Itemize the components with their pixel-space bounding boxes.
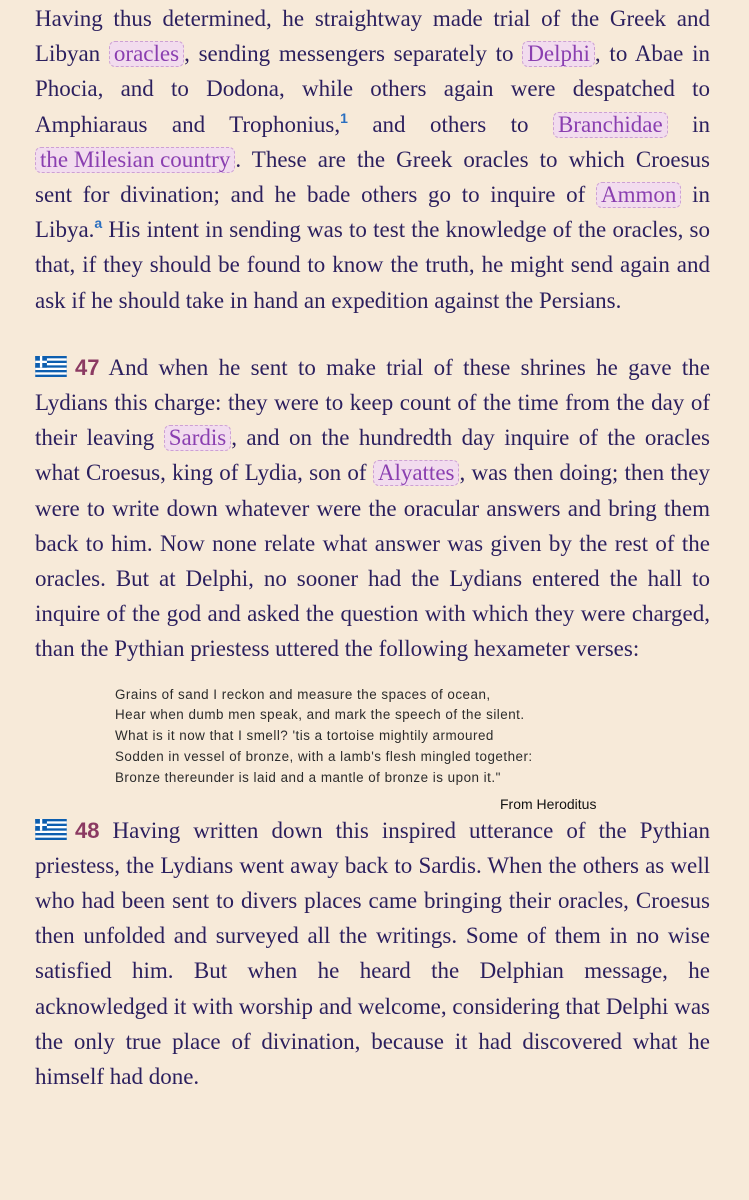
text-run: . These are the Greek oracles to which Croesus sent for divination; and he bade others go to inquire of: [35, 146, 710, 208]
greek-flag-icon[interactable]: [35, 356, 67, 377]
text-run: His intent in sending was to test the knowledge of the oracles, so that, if they should be found to know the truth, he might send again and ask if he should take in hand an expedition against the Persians.: [35, 217, 710, 313]
oracle-verse: [115, 685, 710, 789]
verse-line: Grains of sand I reckon and measure the spaces of ocean,: [115, 686, 491, 702]
link-delphi[interactable]: Delphi: [522, 41, 595, 67]
footnote-a-link[interactable]: a: [94, 215, 103, 232]
verse-line: Hear when dumb men speak, and mark the speech of the silent.: [115, 707, 525, 723]
text-run: in: [667, 111, 710, 137]
text-run: , was then doing; then they were to write down whatever were the oracular answers and bring them back to him. Now none relate what answer was given by the rest of the oracles. But at Delphi, no sooner had the Lydians entered the hall to inquire of the god and asked the question with which they were charged, than the Pythian priestess uttered the following hexameter verses:: [35, 460, 710, 662]
section-number: 48: [75, 817, 100, 843]
verse-source: From Heroditus: [500, 795, 597, 812]
paragraph-oracles-trial: [35, 0, 710, 318]
text-run: and others to: [347, 111, 553, 137]
link-branchidae[interactable]: Branchidae: [553, 112, 668, 138]
link-alyattes[interactable]: Alyattes: [373, 460, 460, 486]
text-run: , sending messengers separately to: [184, 41, 523, 67]
verse-line: Sodden in vessel of bronze, with a lamb's flesh mingled together:: [115, 749, 533, 765]
section-47-paragraph: [35, 350, 710, 667]
text-run: And when he sent to make trial of these shrines he gave the Lydians this charge: they were to keep count of the time from the day of their leaving: [35, 354, 710, 451]
text-run: in Libya.: [35, 182, 710, 243]
text-run: Having thus determined, he straightway made trial of the Greek and Libyan: [35, 6, 710, 67]
link-milesian-country[interactable]: the Milesian country: [35, 147, 235, 173]
text-run: Having written down this inspired utterance of the Pythian priestess, the Lydians went away back to Sardis. When the others as well who had been sent to divers places came bringing their oracles, Croesus then unfolded and surveyed all the writings. Some of them in no wise satisfied him. But when he heard the Delphian message, he acknowledged it with worship and welcome, considering that Delphi was the only true place of divination, because it had discovered what he himself had done.: [35, 817, 710, 1090]
verse-line: Bronze thereunder is laid and a mantle of bronze is upon it.": [115, 769, 501, 785]
verse-line: What is it now that I smell? 'tis a tortoise mightily armoured: [115, 728, 494, 744]
footnote-1-link[interactable]: 1: [340, 109, 348, 126]
greek-flag-icon[interactable]: [35, 819, 67, 840]
link-sardis[interactable]: Sardis: [164, 425, 232, 451]
section-number: 47: [75, 354, 100, 380]
section-48-paragraph: [35, 813, 710, 1095]
text-run: , to Abae in Phocia, and to Dodona, while others again were despatched to Amphiaraus and Trophonius,: [35, 41, 710, 137]
link-ammon[interactable]: Ammon: [596, 182, 681, 208]
text-run: , and on the hundredth day inquire of the oracles what Croesus, king of Lydia, son of: [35, 425, 710, 486]
link-oracles[interactable]: oracles: [109, 41, 184, 67]
